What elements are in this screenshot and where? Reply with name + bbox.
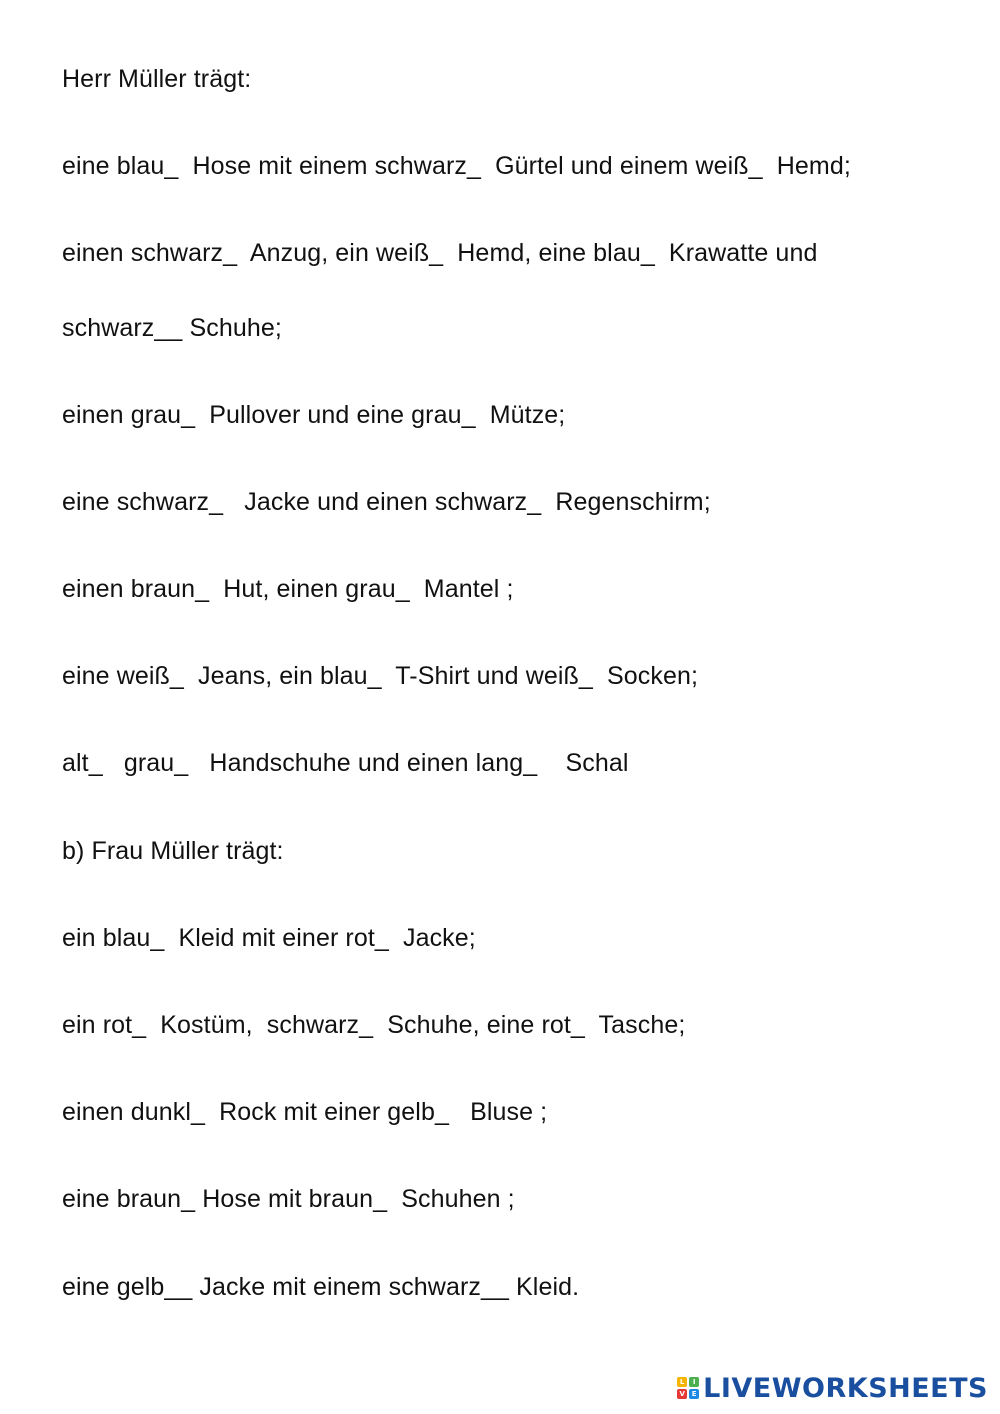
exercise-line-10: einen dunkl_ Rock mit einer gelb_ Bluse ; <box>62 1098 548 1126</box>
exercise-line-3: einen grau_ Pullover und eine grau_ Mütze; <box>62 401 566 429</box>
logo-mark-tile-4: E <box>689 1389 699 1399</box>
exercise-line-1: eine blau_ Hose mit einem schwarz_ Gürtel und einem weiß_ Hemd; <box>62 152 851 180</box>
exercise-line-12: eine gelb__ Jacke mit einem schwarz__ Kleid. <box>62 1273 580 1301</box>
exercise-line-2: einen schwarz_ Anzug, ein weiß_ Hemd, eine blau_ Krawatte und <box>62 239 818 267</box>
liveworksheets-logo-icon <box>677 1377 699 1399</box>
logo-text: LIVEWORKSHEETS <box>703 1372 988 1404</box>
exercise-line-7: alt_ grau_ Handschuhe und einen lang_ Schal <box>62 749 629 777</box>
exercise-line-4: eine schwarz_ Jacke und einen schwarz_ Regenschirm; <box>62 488 711 516</box>
section-heading-frau-mueller: b) Frau Müller trägt: <box>62 837 284 865</box>
section-heading-herr-mueller: Herr Müller trägt: <box>62 65 252 93</box>
logo-mark-tile-1: L <box>677 1377 687 1387</box>
logo-mark-tile-2: I <box>689 1377 699 1387</box>
exercise-line-8: ein blau_ Kleid mit einer rot_ Jacke; <box>62 924 476 952</box>
exercise-line-6: eine weiß_ Jeans, ein blau_ T-Shirt und weiß_ Socken; <box>62 662 699 690</box>
exercise-line-9: ein rot_ Kostüm, schwarz_ Schuhe, eine rot_ Tasche; <box>62 1011 686 1039</box>
liveworksheets-logo <box>677 1370 988 1406</box>
exercise-line-5: einen braun_ Hut, einen grau_ Mantel ; <box>62 575 514 603</box>
exercise-line-11: eine braun_ Hose mit braun_ Schuhen ; <box>62 1185 515 1213</box>
logo-mark-tile-3: V <box>677 1389 687 1399</box>
exercise-line-2-continued: schwarz__ Schuhe; <box>62 314 282 342</box>
